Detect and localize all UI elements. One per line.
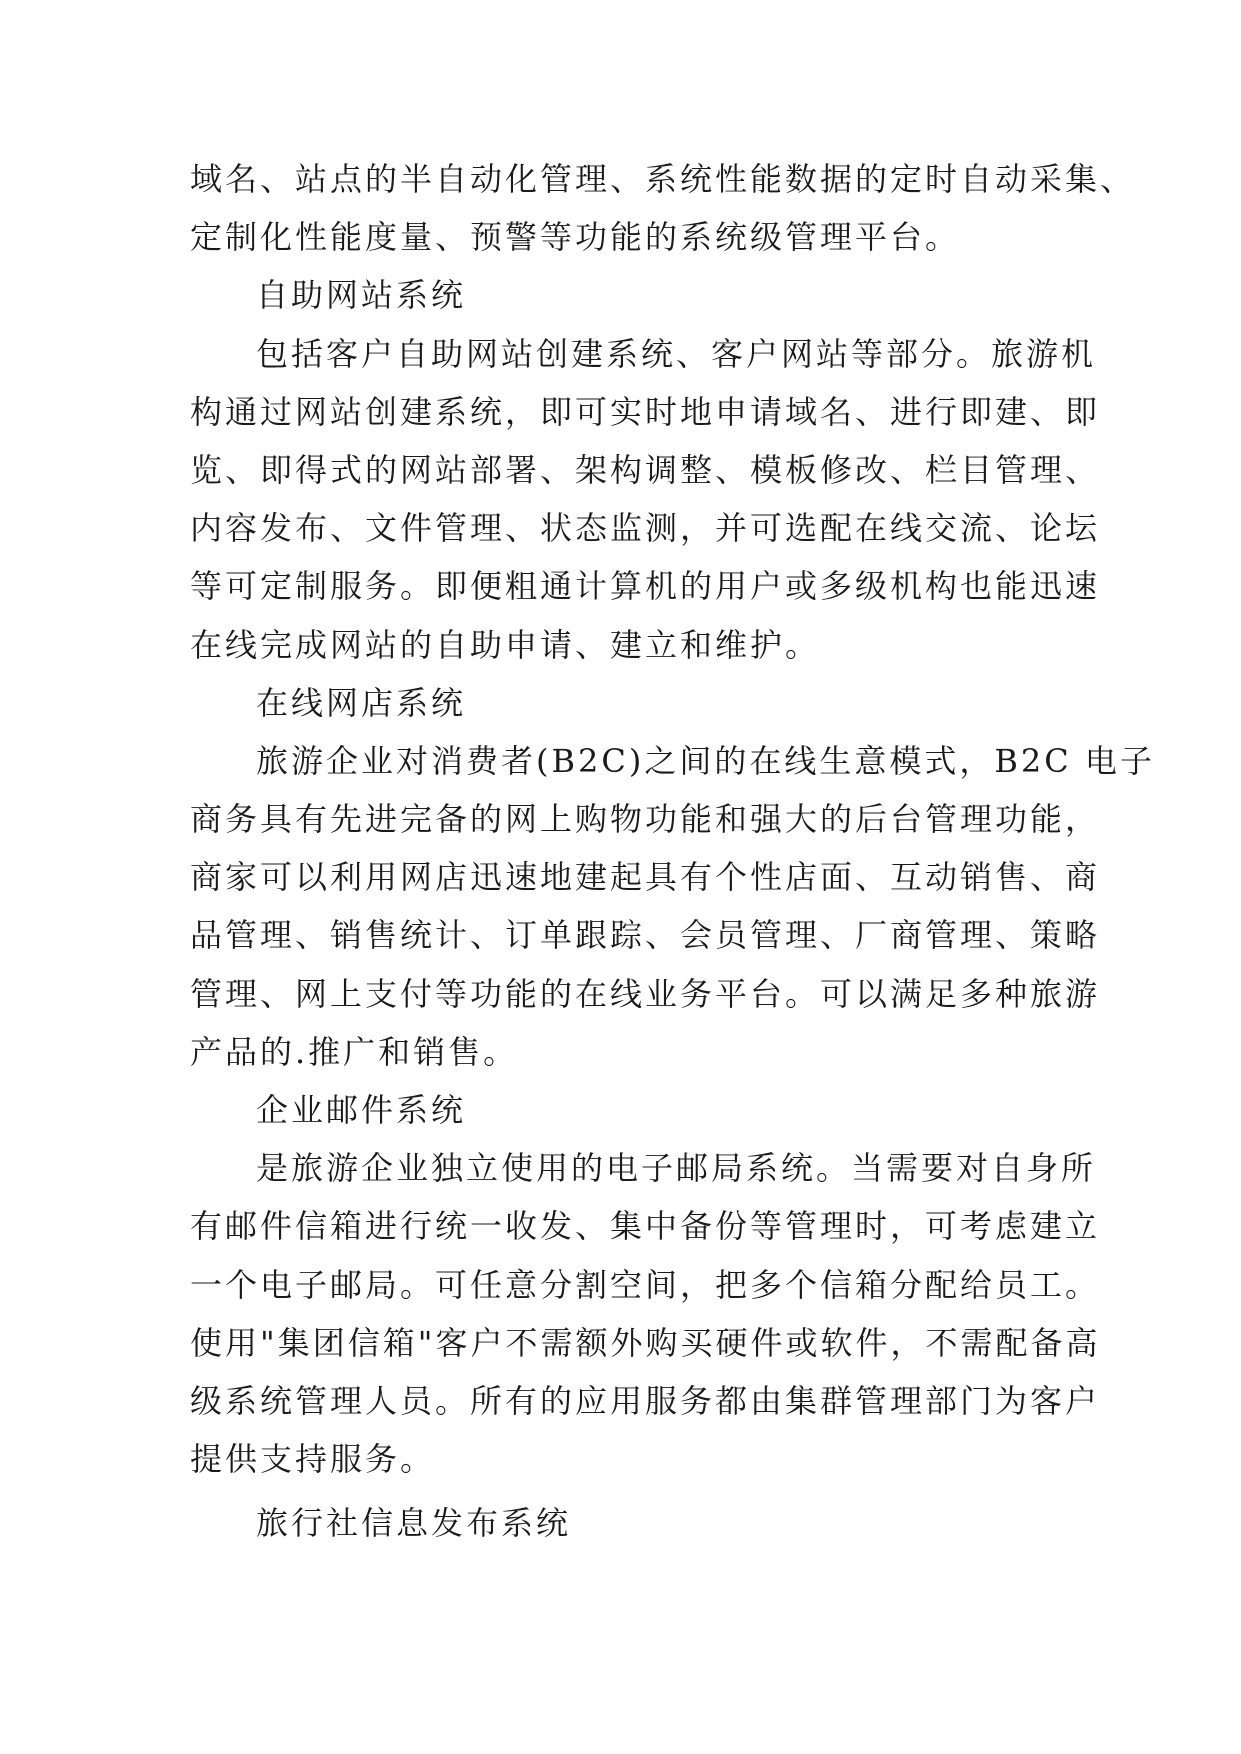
- text-line: 品管理、销售统计、订单跟踪、会员管理、厂商管理、策略: [190, 916, 1101, 955]
- text-line: 旅游企业对消费者(B2C)之间的在线生意模式，B2C 电子: [256, 741, 1155, 780]
- section-heading-self-service-website: 自助网站系统: [256, 276, 467, 315]
- text-line: 使用"集团信箱"客户不需额外购买硬件或软件，不需配备高: [190, 1323, 1101, 1362]
- text-line: 内容发布、文件管理、状态监测，并可选配在线交流、论坛: [190, 509, 1101, 548]
- text-line: 一个电子邮局。可任意分割空间，把多个信箱分配给员工。: [190, 1265, 1101, 1304]
- text-line: 等可定制服务。即便粗通计算机的用户或多级机构也能迅速: [190, 567, 1101, 606]
- text-line: 包括客户自助网站创建系统、客户网站等部分。旅游机: [256, 334, 1097, 373]
- text-line: 商务具有先进完备的网上购物功能和强大的后台管理功能，: [190, 800, 1101, 839]
- section-heading-enterprise-mail: 企业邮件系统: [256, 1091, 467, 1129]
- text-line: 商家可以利用网店迅速地建起具有个性店面、互动销售、商: [190, 858, 1101, 897]
- text-line: 管理、网上支付等功能的在线业务平台。可以满足多种旅游: [190, 974, 1101, 1013]
- text-line: 览、即得式的网站部署、架构调整、模板修改、栏目管理、: [190, 450, 1101, 489]
- text-line: 产品的.推广和销售。: [190, 1032, 519, 1071]
- text-line: 级系统管理人员。所有的应用服务都由集群管理部门为客户: [190, 1381, 1101, 1420]
- text-line: 是旅游企业独立使用的电子邮局系统。当需要对自身所: [256, 1149, 1097, 1188]
- document-body: [190, 150, 1155, 1553]
- section-heading-online-shop: 在线网店系统: [256, 683, 467, 722]
- section-heading-travel-agency-info: 旅行社信息发布系统: [256, 1504, 572, 1543]
- text-line: 定制化性能度量、预警等功能的系统级管理平台。: [190, 218, 961, 257]
- text-line: 有邮件信箱进行统一收发、集中备份等管理时，可考虑建立: [190, 1207, 1101, 1246]
- text-line: 域名、站点的半自动化管理、系统性能数据的定时自动采集、: [190, 160, 1136, 198]
- text-line: 在线完成网站的自助申请、建立和维护。: [190, 625, 821, 664]
- text-line: 构通过网站创建系统，即可实时地申请域名、进行即建、即: [190, 392, 1101, 431]
- text-line: 提供支持服务。: [190, 1440, 436, 1479]
